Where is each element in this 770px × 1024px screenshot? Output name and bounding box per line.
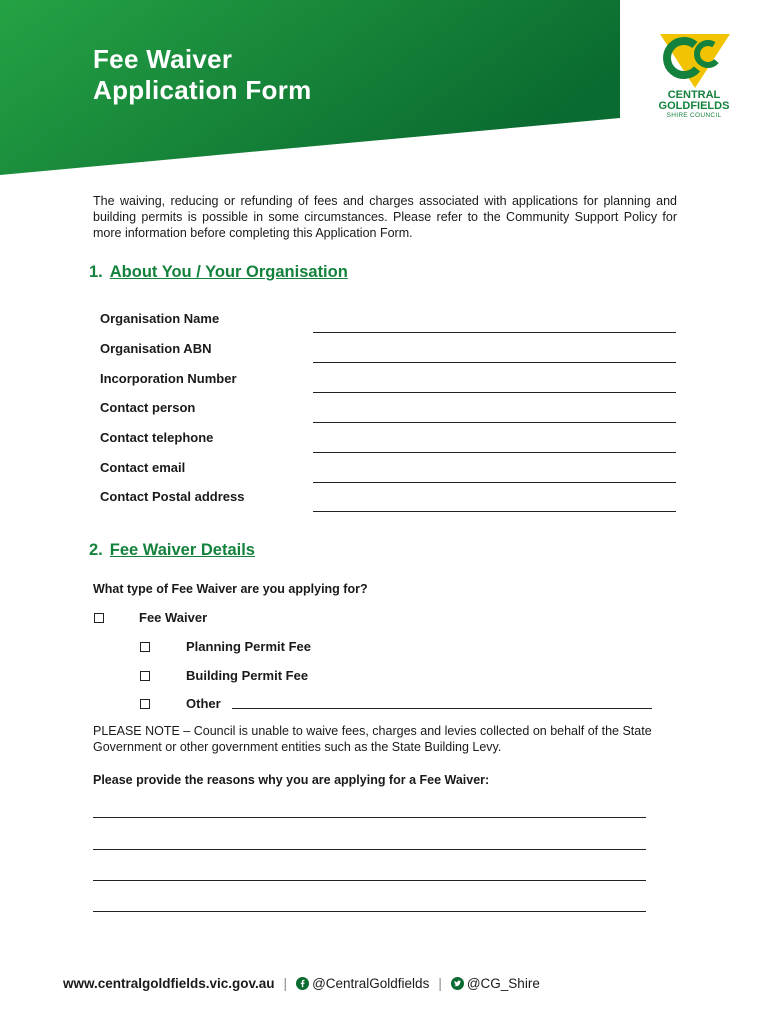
contact-person-label: Contact person — [100, 400, 196, 415]
reason-line-2[interactable] — [93, 849, 646, 850]
contact-email-label: Contact email — [100, 460, 186, 475]
planning-permit-checkbox[interactable] — [140, 642, 150, 652]
logo-subtitle: SHIRE COUNCIL — [666, 112, 722, 119]
page-title — [93, 44, 312, 106]
reasons-question: Please provide the reasons why you are applying for a Fee Waiver: — [93, 773, 490, 787]
building-permit-label: Building Permit Fee — [186, 668, 309, 683]
contact-email-field[interactable] — [313, 482, 676, 483]
title-line-2: Application Form — [93, 75, 312, 105]
reason-line-1[interactable] — [93, 817, 646, 818]
building-permit-checkbox[interactable] — [140, 671, 150, 681]
reason-line-4[interactable] — [93, 911, 646, 912]
fee-waiver-checkbox[interactable] — [94, 613, 104, 623]
other-label: Other — [186, 696, 221, 711]
organisation-abn-label: Organisation ABN — [100, 341, 212, 356]
planning-permit-label: Planning Permit Fee — [186, 639, 311, 654]
contact-telephone-label: Contact telephone — [100, 430, 214, 445]
contact-postal-address-label: Contact Postal address — [100, 489, 245, 504]
section-1-number: 1. — [89, 263, 103, 281]
contact-person-field[interactable] — [313, 422, 676, 423]
twitter-handle[interactable]: @CG_Shire — [466, 975, 540, 991]
website-link[interactable]: www.centralgoldfields.vic.gov.au — [63, 975, 275, 991]
logo-line-2: GOLDFIELDS — [658, 100, 730, 112]
contact-postal-address-field[interactable] — [313, 511, 676, 512]
please-note-text: PLEASE NOTE – Council is unable to waive fees, charges and levies collected on behalf of the State Government or other government entities such as the State Building Levy. — [93, 724, 652, 754]
fee-waiver-type-question: What type of Fee Waiver are you applying for? — [93, 582, 368, 596]
footer — [63, 972, 540, 994]
contact-telephone-field[interactable] — [313, 452, 676, 453]
title-line-1: Fee Waiver — [93, 44, 233, 74]
facebook-handle[interactable]: @CentralGoldfields — [312, 975, 430, 991]
twitter-icon — [451, 977, 464, 990]
footer-divider: | — [283, 975, 288, 991]
other-specify-field[interactable] — [232, 708, 652, 709]
fee-waiver-label: Fee Waiver — [139, 610, 208, 625]
reason-line-3[interactable] — [93, 880, 646, 881]
incorporation-number-field[interactable] — [313, 392, 676, 393]
section-2-number: 2. — [89, 541, 103, 559]
section-2-heading — [89, 541, 255, 560]
section-2-title: Fee Waiver Details — [109, 541, 255, 559]
intro-paragraph: The waiving, reducing or refunding of fees and charges associated with applications for planning and building permits is possible in some circumstances. Please refer to the Community Support Policy for more information before completing this Application Form. — [93, 194, 677, 240]
section-1-heading — [89, 263, 348, 282]
incorporation-number-label: Incorporation Number — [100, 371, 237, 386]
organisation-abn-field[interactable] — [313, 362, 676, 363]
organisation-name-field[interactable] — [313, 332, 676, 333]
section-1-title: About You / Your Organisation — [109, 263, 348, 281]
facebook-icon — [296, 977, 309, 990]
logo-wordmark — [644, 90, 744, 112]
other-checkbox[interactable] — [140, 699, 150, 709]
organisation-name-label: Organisation Name — [100, 311, 220, 326]
logo-line-1: CENTRAL — [667, 89, 721, 101]
footer-divider-2: | — [438, 975, 442, 991]
